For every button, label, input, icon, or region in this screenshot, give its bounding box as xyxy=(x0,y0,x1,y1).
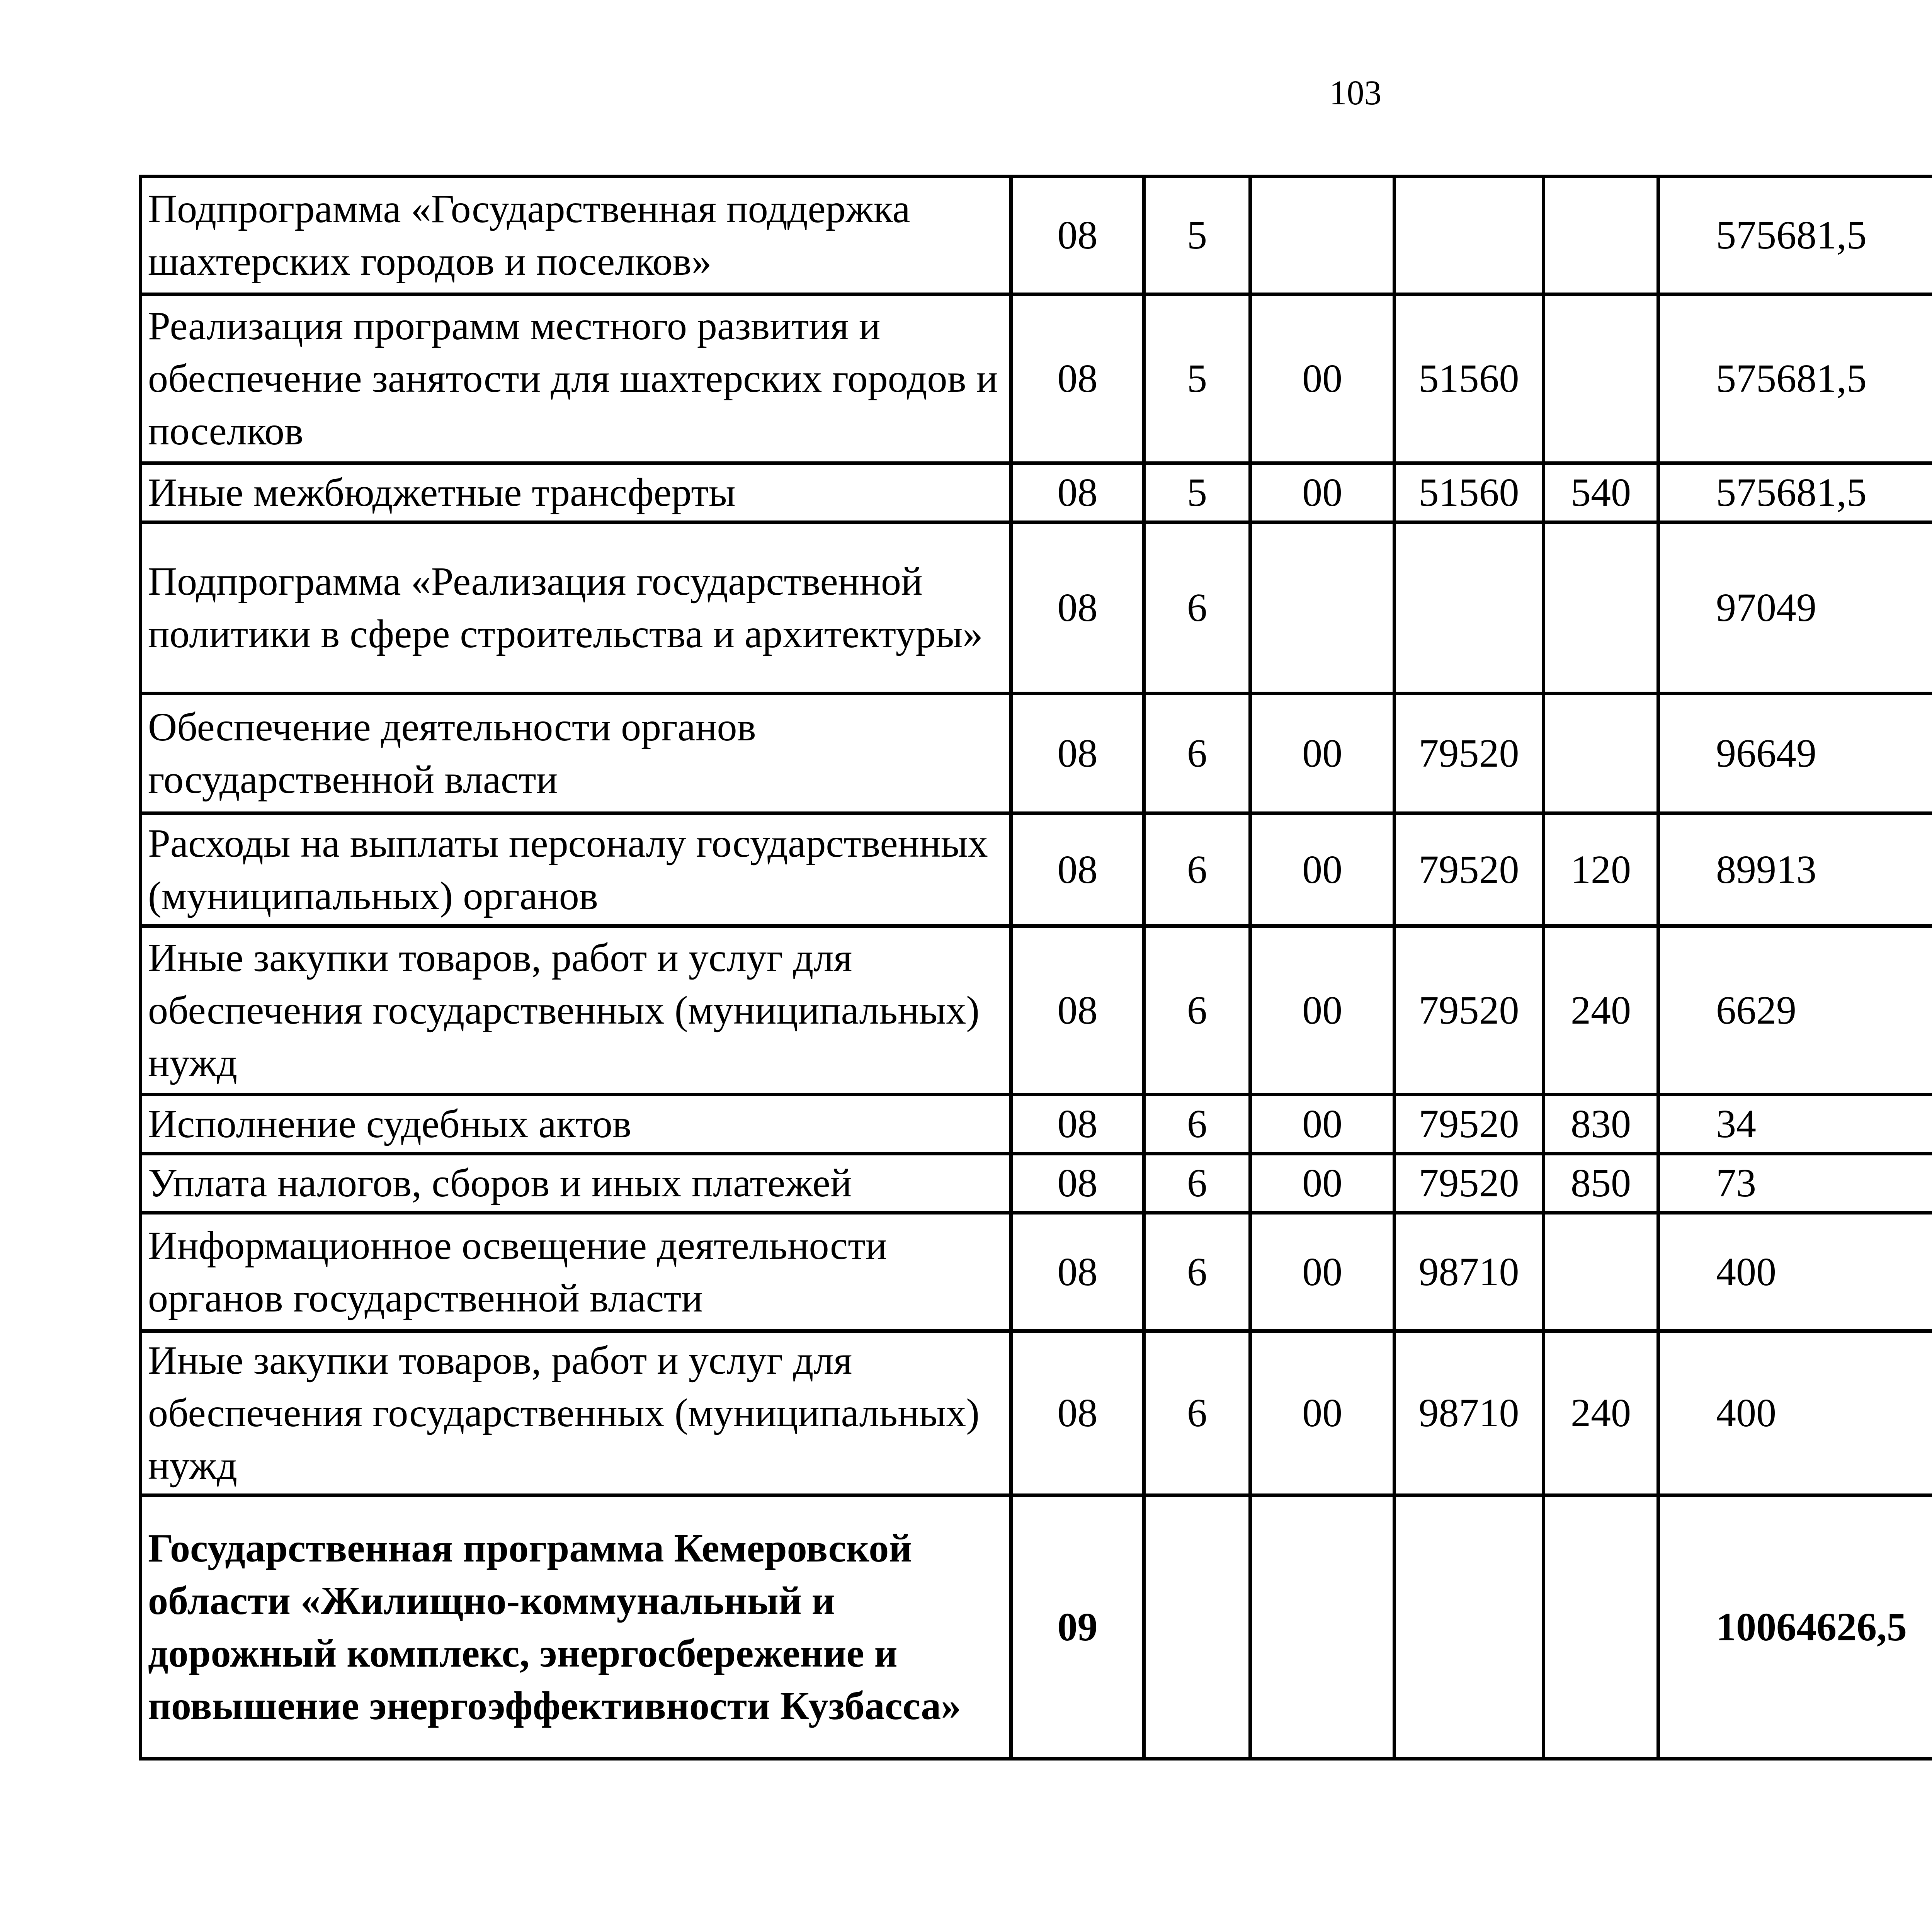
table-row xyxy=(141,694,1932,813)
expense-code: 79520 xyxy=(1395,1095,1544,1154)
subprogram-code: 6 xyxy=(1144,1154,1250,1213)
expense-type-code xyxy=(1544,694,1658,813)
expense-type-code xyxy=(1544,1213,1658,1331)
expense-type-code xyxy=(1544,177,1658,294)
budget-table xyxy=(139,175,1932,1761)
table-row xyxy=(141,522,1932,694)
table-row xyxy=(141,1154,1932,1213)
subprogram-code: 6 xyxy=(1144,1213,1250,1331)
expense-code xyxy=(1395,177,1544,294)
section-code: 09 xyxy=(1011,1495,1144,1759)
direction-code xyxy=(1250,1495,1395,1759)
expense-type-code xyxy=(1544,522,1658,694)
expense-code xyxy=(1395,522,1544,694)
amount-year-1: 97049 xyxy=(1658,522,1932,694)
amount-year-1: 400 xyxy=(1658,1213,1932,1331)
direction-code: 00 xyxy=(1250,1213,1395,1331)
row-name: Расходы на выплаты персоналу государственных (муниципальных) органов xyxy=(141,813,1011,926)
table-row xyxy=(141,463,1932,522)
row-name: Подпрограмма «Государственная поддержка шахтерских городов и поселков» xyxy=(141,177,1011,294)
subprogram-code xyxy=(1144,1495,1250,1759)
subprogram-code: 6 xyxy=(1144,694,1250,813)
table-row xyxy=(141,813,1932,926)
amount-year-1: 400 xyxy=(1658,1331,1932,1495)
expense-code: 51560 xyxy=(1395,294,1544,463)
amount-year-1: 575681,5 xyxy=(1658,177,1932,294)
amount-year-1: 73 xyxy=(1658,1154,1932,1213)
amount-year-1: 575681,5 xyxy=(1658,294,1932,463)
subprogram-code: 6 xyxy=(1144,926,1250,1095)
section-code: 08 xyxy=(1011,813,1144,926)
expense-type-code xyxy=(1544,1495,1658,1759)
expense-type-code: 240 xyxy=(1544,926,1658,1095)
table-row xyxy=(141,1095,1932,1154)
expense-code: 79520 xyxy=(1395,694,1544,813)
amount-year-1: 89913 xyxy=(1658,813,1932,926)
page-number: 103 xyxy=(1329,74,1382,112)
row-name: Иные закупки товаров, работ и услуг для обеспечения государственных (муниципальных) нужд xyxy=(141,1331,1011,1495)
direction-code: 00 xyxy=(1250,926,1395,1095)
expense-type-code: 540 xyxy=(1544,463,1658,522)
row-name: Государственная программа Кемеровской области «Жилищно-коммунальный и дорожный комплекс, энергосбережение и повышение энергоэффективности Кузбасса» xyxy=(141,1495,1011,1759)
expense-code: 79520 xyxy=(1395,813,1544,926)
amount-year-1: 34 xyxy=(1658,1095,1932,1154)
expense-code: 98710 xyxy=(1395,1331,1544,1495)
direction-code: 00 xyxy=(1250,294,1395,463)
direction-code: 00 xyxy=(1250,1095,1395,1154)
expense-code xyxy=(1395,1495,1544,1759)
subprogram-code: 6 xyxy=(1144,1095,1250,1154)
direction-code: 00 xyxy=(1250,463,1395,522)
row-name: Иные закупки товаров, работ и услуг для обеспечения государственных (муниципальных) нужд xyxy=(141,926,1011,1095)
section-code: 08 xyxy=(1011,694,1144,813)
amount-year-1: 96649 xyxy=(1658,694,1932,813)
section-code: 08 xyxy=(1011,522,1144,694)
expense-type-code: 120 xyxy=(1544,813,1658,926)
direction-code: 00 xyxy=(1250,1331,1395,1495)
direction-code xyxy=(1250,522,1395,694)
amount-year-1: 575681,5 xyxy=(1658,463,1932,522)
table-row xyxy=(141,177,1932,294)
amount-year-1: 6629 xyxy=(1658,926,1932,1095)
subprogram-code: 5 xyxy=(1144,177,1250,294)
section-code: 08 xyxy=(1011,1213,1144,1331)
direction-code: 00 xyxy=(1250,1154,1395,1213)
amount-year-1: 10064626,5 xyxy=(1658,1495,1932,1759)
subprogram-code: 5 xyxy=(1144,294,1250,463)
table-row xyxy=(141,1213,1932,1331)
subprogram-code: 6 xyxy=(1144,813,1250,926)
expense-type-code: 240 xyxy=(1544,1331,1658,1495)
expense-code: 98710 xyxy=(1395,1213,1544,1331)
table-row xyxy=(141,926,1932,1095)
row-name: Исполнение судебных актов xyxy=(141,1095,1011,1154)
section-code: 08 xyxy=(1011,1095,1144,1154)
expense-code: 79520 xyxy=(1395,926,1544,1095)
row-name: Уплата налогов, сборов и иных платежей xyxy=(141,1154,1011,1213)
expense-type-code: 830 xyxy=(1544,1095,1658,1154)
row-name: Реализация программ местного развития и обеспечение занятости для шахтерских городов и поселков xyxy=(141,294,1011,463)
expense-type-code xyxy=(1544,294,1658,463)
direction-code xyxy=(1250,177,1395,294)
expense-code: 51560 xyxy=(1395,463,1544,522)
table-row xyxy=(141,294,1932,463)
section-code: 08 xyxy=(1011,1154,1144,1213)
section-code: 08 xyxy=(1011,177,1144,294)
row-name: Информационное освещение деятельности органов государственной власти xyxy=(141,1213,1011,1331)
direction-code: 00 xyxy=(1250,813,1395,926)
table-row xyxy=(141,1495,1932,1759)
section-code: 08 xyxy=(1011,1331,1144,1495)
table-row xyxy=(141,1331,1932,1495)
direction-code: 00 xyxy=(1250,694,1395,813)
section-code: 08 xyxy=(1011,926,1144,1095)
subprogram-code: 6 xyxy=(1144,1331,1250,1495)
row-name: Обеспечение деятельности органов государственной власти xyxy=(141,694,1011,813)
row-name: Подпрограмма «Реализация государственной политики в сфере строительства и архитектуры» xyxy=(141,522,1011,694)
section-code: 08 xyxy=(1011,294,1144,463)
section-code: 08 xyxy=(1011,463,1144,522)
expense-type-code: 850 xyxy=(1544,1154,1658,1213)
expense-code: 79520 xyxy=(1395,1154,1544,1213)
subprogram-code: 5 xyxy=(1144,463,1250,522)
subprogram-code: 6 xyxy=(1144,522,1250,694)
row-name: Иные межбюджетные трансферты xyxy=(141,463,1011,522)
